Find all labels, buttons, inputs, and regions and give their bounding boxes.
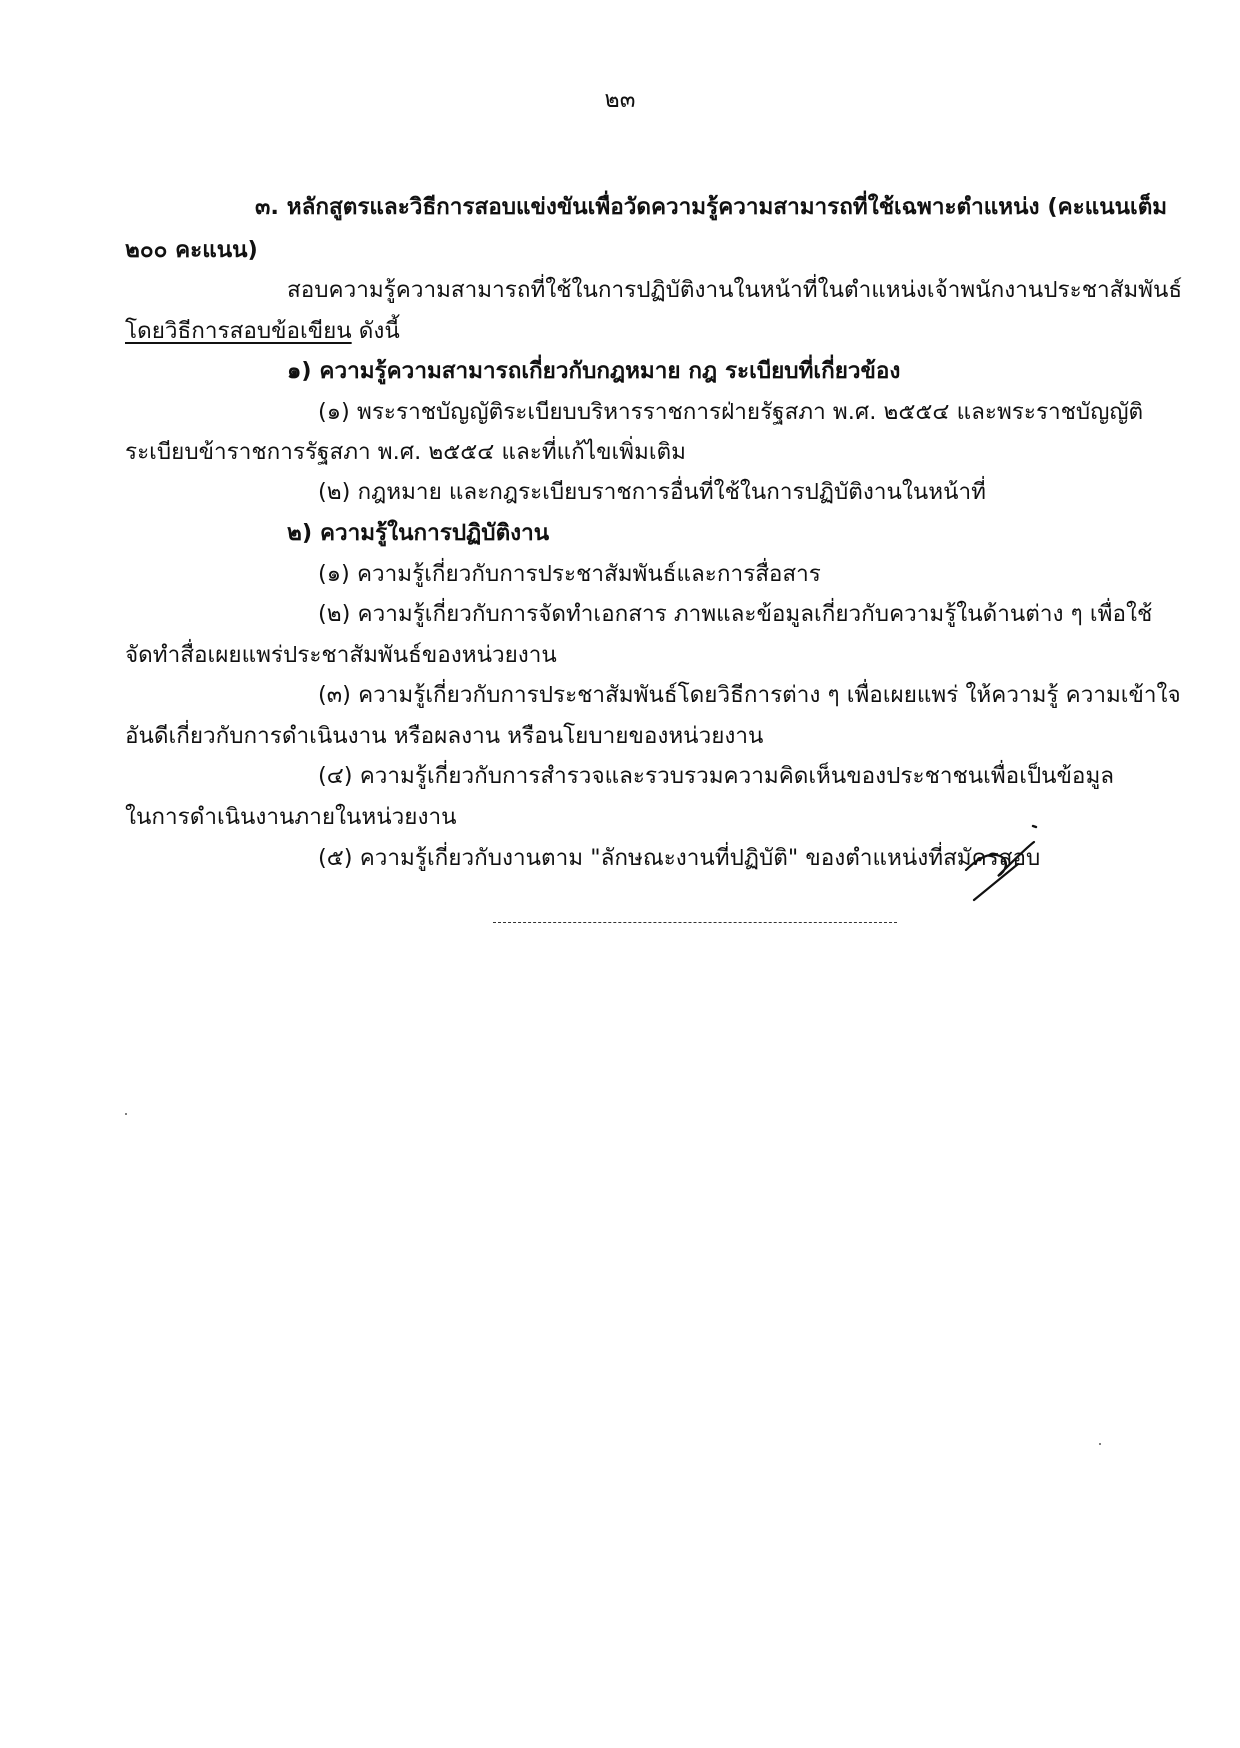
exam-method-underlined: โดยวิธีการสอบข้อเขียน bbox=[125, 318, 352, 344]
section-1-item-1-line-1: (๑) พระราชบัญญัติระเบียบบริหารราชการฝ่ายรัฐสภา พ.ศ. ๒๕๕๔ และพระราชบัญญัติ bbox=[318, 399, 1144, 425]
handwritten-initial-signature bbox=[960, 812, 1040, 902]
section-1-title: ๑) ความรู้ความสามารถเกี่ยวกับกฎหมาย กฎ ระเบียบที่เกี่ยวข้อง bbox=[287, 358, 901, 384]
section-2-item-4-line-2: ในการดำเนินงานภายในหน่วยงาน bbox=[125, 804, 457, 830]
intro-line-2 bbox=[125, 316, 400, 346]
section-2-title: ๒) ความรู้ในการปฏิบัติงาน bbox=[287, 520, 550, 546]
scan-speck bbox=[125, 1113, 127, 1115]
section-2-item-1: (๑) ความรู้เกี่ยวกับการประชาสัมพันธ์และการสื่อสาร bbox=[318, 561, 821, 587]
heading-line-2: ๒๐๐ คะแนน) bbox=[125, 237, 258, 263]
section-1-item-2: (๒) กฎหมาย และกฎระเบียบราชการอื่นที่ใช้ในการปฏิบัติงานในหน้าที่ bbox=[318, 479, 986, 505]
scan-speck bbox=[1099, 1443, 1101, 1445]
section-2-item-2-line-2: จัดทำสื่อเผยแพร่ประชาสัมพันธ์ของหน่วยงาน bbox=[125, 642, 557, 668]
heading-line-1: ๓. หลักสูตรและวิธีการสอบแข่งขันเพื่อวัดความรู้ความสามารถที่ใช้เฉพาะตำแหน่ง (คะแนนเต็ม bbox=[255, 194, 1168, 220]
page-number: ๒๓ bbox=[604, 87, 636, 113]
section-2-item-3-line-2: อันดีเกี่ยวกับการดำเนินงาน หรือผลงาน หรือนโยบายของหน่วยงาน bbox=[125, 723, 764, 749]
section-2-item-2-line-1: (๒) ความรู้เกี่ยวกับการจัดทำเอกสาร ภาพและข้อมูลเกี่ยวกับความรู้ในด้านต่าง ๆ เพื่อใช้ bbox=[318, 601, 1153, 627]
intro-line-1: สอบความรู้ความสามารถที่ใช้ในการปฏิบัติงานในหน้าที่ในตำแหน่งเจ้าพนักงานประชาสัมพันธ์ bbox=[287, 277, 1183, 303]
section-2-item-5: (๕) ความรู้เกี่ยวกับงานตาม "ลักษณะงานที่ปฏิบัติ" ของตำแหน่งที่สมัครสอบ bbox=[318, 845, 1041, 871]
section-2-item-4-line-1: (๔) ความรู้เกี่ยวกับการสำรวจและรวบรวมความคิดเห็นของประชาชนเพื่อเป็นข้อมูล bbox=[318, 763, 1115, 789]
section-1-item-1-line-2: ระเบียบข้าราชการรัฐสภา พ.ศ. ๒๕๕๔ และที่แก้ไขเพิ่มเติม bbox=[125, 439, 686, 465]
exam-method-rest: ดังนี้ bbox=[351, 318, 400, 344]
section-2-item-3-line-1: (๓) ความรู้เกี่ยวกับการประชาสัมพันธ์โดยวิธีการต่าง ๆ เพื่อเผยแพร่ ให้ความรู้ ความเข้าใจ bbox=[318, 682, 1181, 708]
end-of-section-dashed-rule bbox=[493, 922, 897, 923]
